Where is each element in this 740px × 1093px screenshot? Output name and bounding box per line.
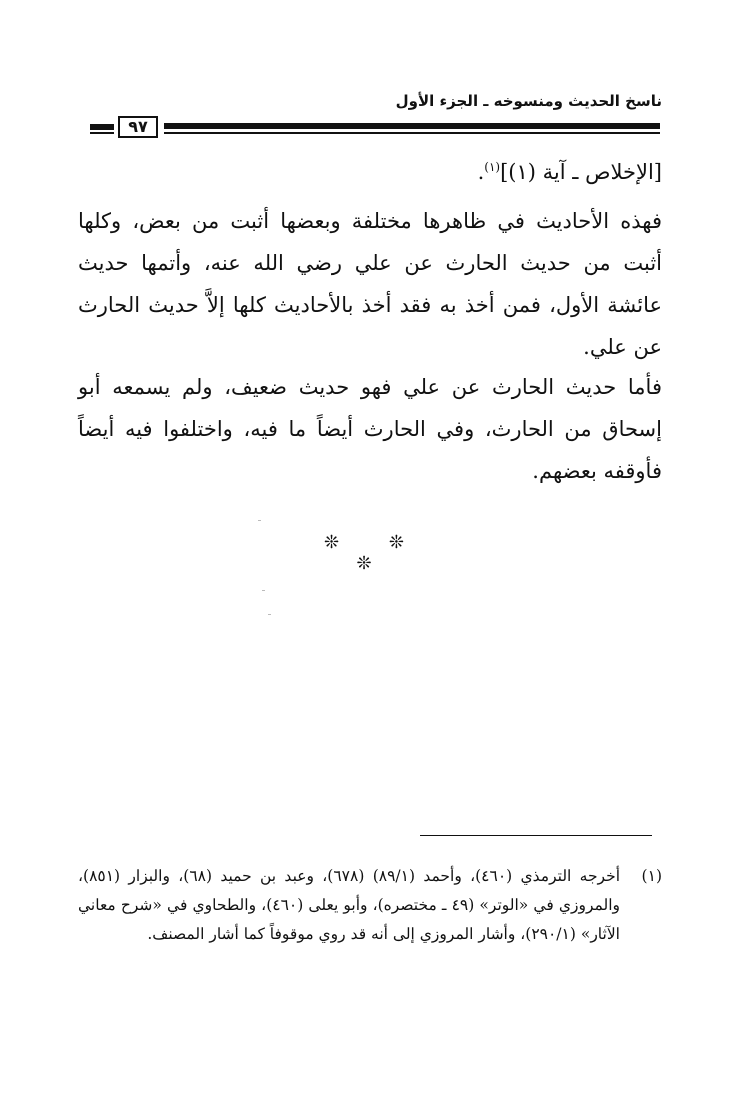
footnote-reference-marker: (١) (484, 160, 501, 174)
header-rule-thick (164, 123, 660, 129)
header-rule-left-dash (90, 124, 114, 130)
footnote-1 (78, 862, 662, 949)
running-header-title: ناسخ الحديث ومنسوخه ـ الجزء الأول (395, 92, 662, 110)
citation-end: . (477, 160, 485, 184)
footnote-separator-rule (420, 835, 652, 836)
header-rule-left-dash-thin (90, 132, 114, 134)
body-paragraph-2: فأما حديث الحارث عن علي فهو حديث ضعيف، ولم يسمعه أبو إسحاق من الحارث، وفي الحارث أيضاً ما فيه، واختلفوا فيه أيضاً فأوقفه بعضهم. (78, 375, 662, 483)
footnote-text: أخرجه الترمذي (٤٦٠)، وأحمد (٨٩/١) (٦٧٨)، وعبد بن حميد (٦٨)، والبزار (٨٥١)، والمروزي في «الوتر» (٤٩ ـ مختصره)، وأبو يعلى (٤٦٠)، والطحاوي في «شرح معاني الآثار» (٢٩٠/١)، وأشار المروزي إلى أنه قد روي موقوفاً كما أشار المصنف. (78, 867, 620, 943)
section-separator-stars: ❊ ❊ ❊ (324, 532, 426, 574)
page-number-box: ٩٧ (118, 116, 158, 138)
citation-text: [الإخلاص ـ آية (١)] (500, 160, 662, 184)
body-paragraph-1: فهذه الأحاديث في ظاهرها مختلفة وبعضها أثبت من بعض، وكلها أثبت من حديث الحارث عن علي رضي الله عنه، وأتمها حديث عائشة الأول، فمن أخذ به فقد أخذ بالأحاديث كلها إلاَّ حديث الحارث عن علي. (78, 209, 662, 359)
header-rule-thin (164, 132, 660, 134)
footnote-marker: (١) (641, 867, 662, 885)
quran-citation (78, 146, 662, 193)
